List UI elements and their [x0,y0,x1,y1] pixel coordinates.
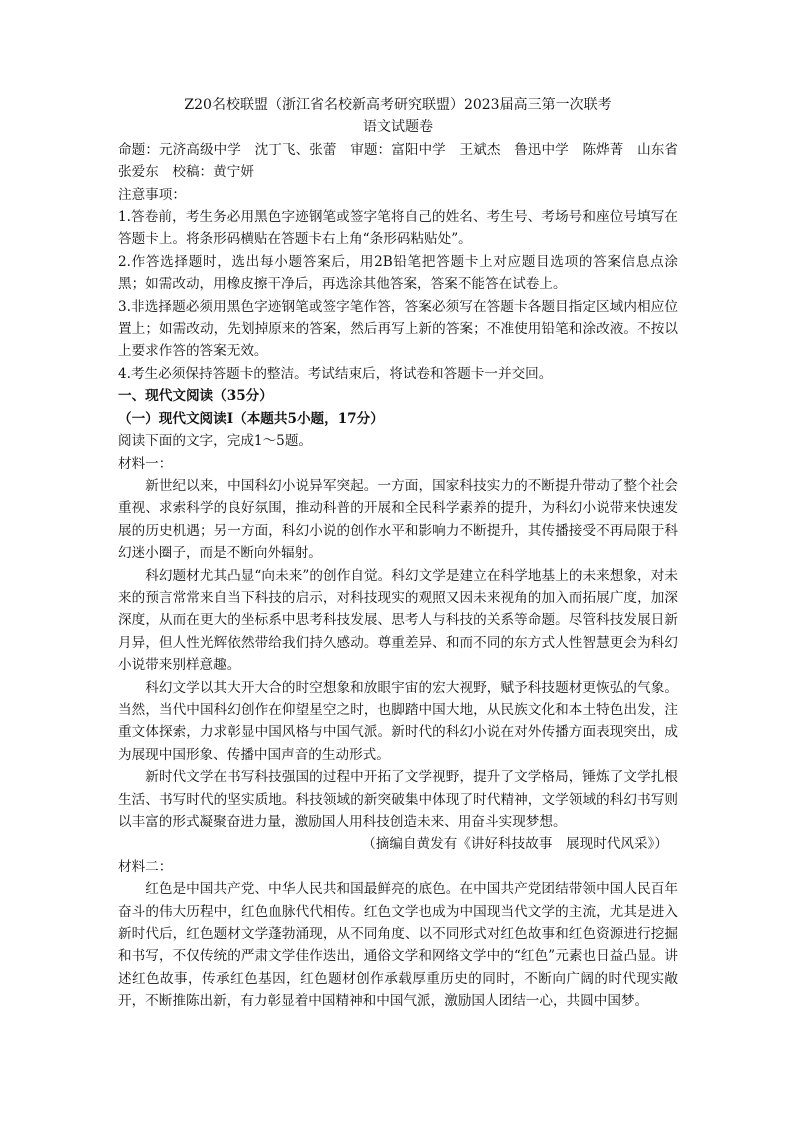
subsection-heading: （一）现代文阅读Ⅰ（本题共5小题，17分） [118,410,384,427]
reading-instruction: 阅读下面的文字，完成1～5题。 [118,433,313,450]
notice-item: 1.答卷前，考生务必用黑色字迹钢笔或签字笔将自己的姓名、考生号、考场号和座位号填写在答题卡上。将条形码横贴在答题卡右上角“条形码粘贴处”。 [118,209,678,248]
source-citation: （摘编自黄发有《讲好科技故事 展现时代风采》） [362,836,668,853]
exam-page [118,94,692,1013]
notice-item: 4.考生必须保持答题卡的整洁。考试结束后，将试卷和答题卡一并交回。 [118,365,553,382]
material-label: 材料一： [118,455,173,472]
material-paragraph: 新时代文学在书写科技强国的过程中开拓了文学视野，提升了文学格局，锤炼了文学扎根生活、书写时代的坚实质地。科技领域的新突破集中体现了时代精神，文学领域的科幻书写则以丰富的形式凝聚奋进力量，激励国人用科技创造未来、用奋斗实现梦想。 [118,769,678,830]
notice-heading: 注意事项： [118,186,186,203]
material-paragraph: 科幻题材尤其凸显“向未来”的创作自觉。科幻文学是建立在科学地基上的未来想象，对未来的预言常常来自当下科技的启示，对科技现实的观照又因未来视角的加入而拓展广度，加深深度，从而在更大的坐标系中思考科技发展、思考人与科技的关系等命题。尽管科技发展日新月异，但人性光辉依然带给我们持久感动。尊重差异、和而不同的东方式人性智慧更会为科幻小说带来别样意趣。 [118,567,678,674]
notice-item: 3.非选择题必须用黑色字迹钢笔或签字笔作答，答案必须写在答题卡各题目指定区域内相应位置上；如需改动，先划掉原来的答案，然后再写上新的答案；不准使用铅笔和涂改液。不按以上要求作答的答案无效。 [118,298,678,360]
section-heading: 一、现代文阅读（35分） [118,388,273,405]
material-paragraph: 红色是中国共产党、中华人民共和国最鲜亮的底色。在中国共产党团结带领中国人民百年奋斗的伟大历程中，红色血脉代代相传。红色文学也成为中国现当代文学的主流，尤其是进入新时代后，红色题材文学蓬勃涌现，从不同角度、以不同形式对红色故事和红色资源进行挖掘和书写，不仅传统的严肃文学佳作迭出，通俗文学和网络文学中的“红色”元素也日益凸显。讲述红色故事，传承红色基因，红色题材创作承载厚重历史的同时，不断向广阔的时代现实敞开，不断推陈出新，有力彰显着中国精神和中国气派，激励国人团结一心，共圆中国梦。 [118,881,678,1010]
credits-line: 命题：元济高级中学 沈丁飞、张蕾 审题：富阳中学 王斌杰 鲁迅中学 陈烨菁 山东省 张爱东 校稿：黄宁妍 [118,141,692,181]
exam-title: Z20名校联盟（浙江省名校新高考研究联盟）2023届高三第一次联考 [184,97,612,113]
material-paragraph: 新世纪以来，中国科幻小说异军突起。一方面，国家科技实力的不断提升带动了整个社会重视、求索科学的良好氛围，推动科普的开展和全民科学素养的提升，为科幻小说带来快速发展的历史机遇；另一方面，科幻小说的创作水平和影响力不断提升，其传播接受不再局限于科幻迷小圈子，而是不断向外辐射。 [118,477,678,562]
material-paragraph: 科幻文学以其大开大合的时空想象和放眼宇宙的宏大视野，赋予科技题材更恢弘的气象。当然，当代中国科幻创作在仰望星空之时，也脚踏中国大地，从民族文化和本土特色出发，注重文体探索，力求彰显中国风格与中国气派。新时代的科幻小说在对外传播方面表现突出，成为展现中国形象、传播中国声音的生动形式。 [118,679,678,763]
material-label: 材料二： [118,858,173,875]
exam-subtitle: 语文试题卷 [363,119,433,136]
notice-item: 2.作答选择题时，选出每小题答案后，用2B铅笔把答题卡上对应题目选项的答案信息点涂黑；如需改动，用橡皮擦干净后，再选涂其他答案，答案不能答在试卷上。 [118,253,678,293]
